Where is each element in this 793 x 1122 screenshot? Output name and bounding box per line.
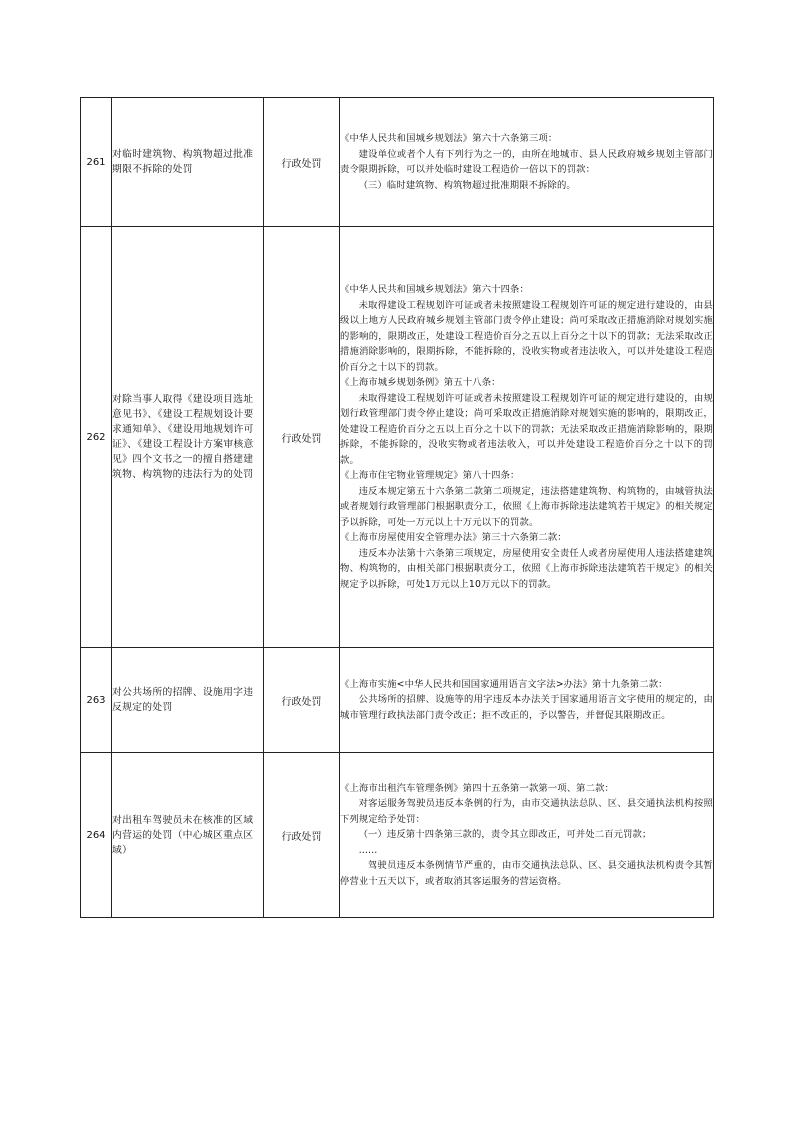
- basis-paragraph: （一）违反第十四条第三款的，责令其立即改正，可并处二百元罚款；: [358, 829, 652, 841]
- row-number: 263: [81, 648, 112, 753]
- table-row: [81, 753, 714, 918]
- basis-paragraph: 《中华人民共和国城乡规划法》第六十四条：: [340, 284, 529, 295]
- basis-paragraph: 未取得建设工程规划许可证或者未按照建设工程规划许可证的规定进行建设的，由规划行政管理部门责令停止建设；尚可采取改正措施消除对规划实施的影响的，限期改正，处建设工程造价百分之五以上百分之十以下的罚款；无法采取改正措施消除影响的，限期拆除，不能拆除的，没收实物或者违法收入，可以并处建设工程造价百分之十以下的罚款。: [340, 392, 713, 466]
- row-number: 264: [81, 753, 112, 918]
- legal-basis: [340, 753, 714, 918]
- basis-paragraph: 《中华人民共和国城乡规划法》第六十六条第三项：: [340, 133, 558, 144]
- legal-basis: [340, 648, 714, 753]
- basis-paragraph: 《上海市住宅物业管理规定》第八十四条：: [340, 470, 520, 481]
- basis-paragraph: 违反本办法第十六条第三项规定，房屋使用安全责任人或者房屋使用人违法搭建建筑物、构筑物的，由相关部门根据职责分工，依照《上海市拆除违法建筑若干规定》的相关规定予以拆除，可处1万元以上10万元以下的罚款。: [340, 547, 713, 590]
- basis-paragraph: 未取得建设工程规划许可证或者未按照建设工程规划许可证的规定进行建设的，由县级以上地方人民政府城乡规划主管部门责令停止建设；尚可采取改正措施消除对规划实施的影响的，限期改正，处建设工程造价百分之五以上百分之十以下的罚款；无法采取改正措施消除影响的，限期拆除，不能拆除的，没收实物或者违法收入，可以并处建设工程造价百分之十以下的罚款。: [340, 299, 713, 373]
- basis-paragraph: 《上海市实施<中华人民共和国国家通用语言文字法>办法》第十九条第二款：: [340, 678, 668, 690]
- basis-paragraph: （三）临时建筑物、构筑物超过批准期限不拆除的。: [358, 179, 576, 191]
- legal-basis: [340, 227, 714, 648]
- item-type: 行政处罚: [264, 98, 340, 227]
- basis-paragraph: 驾驶员违反本条例情节严重的，由市交通执法总队、区、县交通执法机构责令其暂停营业十五天以下，或者取消其客运服务的营运资格。: [340, 860, 713, 887]
- basis-paragraph: 《上海市城乡规划条例》第五十八条：: [340, 377, 501, 388]
- item-name: 对公共场所的招牌、设施用字违反规定的处罚: [112, 648, 264, 753]
- row-number: 261: [81, 98, 112, 227]
- basis-paragraph: 对客运服务驾驶员违反本条例的行为，由市交通执法总队、区、县交通执法机构按照下列规定给予处罚：: [340, 798, 713, 825]
- item-name: 对出租车驾驶员未在核准的区域内营运的处罚（中心城区重点区域）: [112, 753, 264, 918]
- basis-paragraph: 《上海市出租汽车管理条例》第四十五条第一款第一项、第二款：: [340, 782, 614, 794]
- item-name: 对除当事人取得《建设项目选址意见书》、《建设工程规划设计要求通知单》、《建设用地规划许可证》、《建设工程设计方案审核意见》四个文书之一的擅自搭建建筑物、构筑物的违法行为的处罚: [112, 227, 264, 648]
- basis-paragraph: 违反本规定第五十六条第二款第二项规定，违法搭建建筑物、构筑物的，由城管执法或者规划行政管理部门根据职责分工，依照《上海市拆除违法建筑若干规定》的相关规定予以拆除，可处一万元以上十万元以下的罚款。: [340, 485, 713, 528]
- item-type: 行政处罚: [264, 227, 340, 648]
- basis-paragraph: ……: [358, 844, 378, 856]
- basis-paragraph: 建设单位或者个人有下列行为之一的，由所在地城市、县人民政府城乡规划主管部门责令限期拆除，可以并处临时建设工程造价一倍以下的罚款：: [340, 148, 713, 175]
- basis-paragraph: 《上海市房屋使用安全管理办法》第三十六条第二款：: [340, 532, 567, 543]
- basis-paragraph: 公共场所的招牌、设施等的用字违反本办法关于国家通用语言文字使用的规定的，由城市管理行政执法部门责令改正；拒不改正的，予以警告，并督促其限期改正。: [340, 694, 713, 721]
- row-number: 262: [81, 227, 112, 648]
- legal-basis: [340, 98, 714, 227]
- table-row: [81, 648, 714, 753]
- item-type: 行政处罚: [264, 753, 340, 918]
- table-row: [81, 98, 714, 227]
- penalty-table: [80, 97, 714, 918]
- item-type: 行政处罚: [264, 648, 340, 753]
- item-name: 对临时建筑物、构筑物超过批准期限不拆除的处罚: [112, 98, 264, 227]
- table-row: [81, 227, 714, 648]
